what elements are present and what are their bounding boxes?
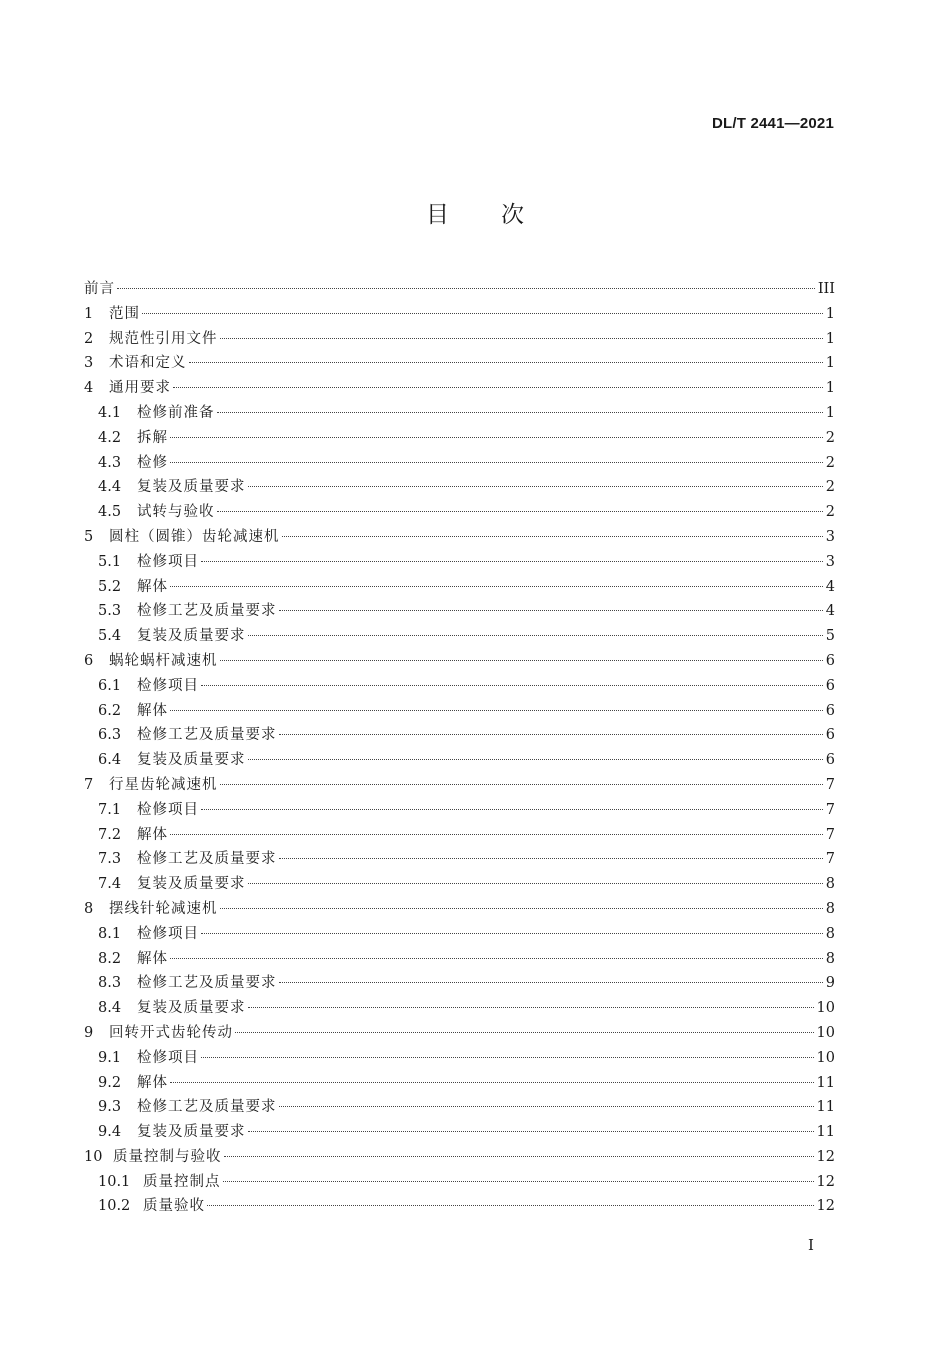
- toc-entry[interactable]: [84, 699, 835, 724]
- toc-entry[interactable]: [84, 401, 835, 426]
- toc-dot-leader: [279, 610, 823, 611]
- toc-entry-page: 9: [825, 975, 835, 992]
- toc-dot-leader: [248, 759, 823, 760]
- toc-entry-label: 解体: [137, 702, 168, 719]
- toc-entry-label: 通用要求: [109, 380, 171, 397]
- toc-dot-leader: [282, 536, 823, 537]
- toc-entry[interactable]: [84, 451, 835, 476]
- toc-entry-number: 2: [84, 330, 94, 347]
- toc-entry-label: 复装及质量要求: [137, 876, 246, 893]
- toc-dot-leader: [248, 1131, 814, 1132]
- toc-entry-page: 7: [825, 776, 835, 793]
- toc-entry-label: 解体: [137, 578, 168, 595]
- toc-dot-leader: [170, 958, 823, 959]
- toc-entry-page: 12: [816, 1173, 835, 1190]
- toc-entry-label: 解体: [137, 1074, 168, 1091]
- toc-entry[interactable]: [84, 1046, 835, 1071]
- toc-entry-label: 拆解: [137, 429, 168, 446]
- toc-entry-page: 12: [816, 1148, 835, 1165]
- page-title-part-1: 目: [426, 202, 449, 228]
- toc-entry[interactable]: [84, 475, 835, 500]
- toc-entry-number: 9: [84, 1024, 94, 1041]
- toc-entry-number: 7.1: [98, 801, 122, 818]
- toc-dot-leader: [220, 338, 823, 339]
- toc-dot-leader: [170, 710, 823, 711]
- toc-entry[interactable]: [84, 922, 835, 947]
- toc-dot-leader: [220, 784, 823, 785]
- toc-dot-leader: [279, 734, 823, 735]
- toc-entry-page: 2: [825, 429, 835, 446]
- toc-entry-label: 检修项目: [137, 677, 199, 694]
- toc-entry-label: 摆线针轮减速机: [109, 900, 218, 917]
- toc-entry-number: 9.1: [98, 1049, 122, 1066]
- toc-entry-page: 11: [816, 1074, 835, 1091]
- toc-entry-label: 检修工艺及质量要求: [137, 1099, 277, 1116]
- toc-entry[interactable]: [84, 302, 835, 327]
- toc-dot-leader: [170, 834, 823, 835]
- toc-entry-label: 圆柱（圆锥）齿轮减速机: [109, 528, 280, 545]
- toc-entry-number: 7.3: [98, 851, 122, 868]
- toc-entry-label: 质量控制点: [143, 1173, 221, 1190]
- toc-dot-leader: [217, 412, 823, 413]
- toc-dot-leader: [248, 486, 823, 487]
- toc-entry-number: 4.2: [98, 429, 122, 446]
- toc-entry-page: 1: [825, 305, 835, 322]
- toc-entry-number: 6.2: [98, 702, 122, 719]
- toc-entry[interactable]: [84, 376, 835, 401]
- toc-entry-number: 8.4: [98, 1000, 122, 1017]
- toc-entry-label: 检修前准备: [137, 404, 215, 421]
- toc-entry[interactable]: [84, 1021, 835, 1046]
- toc-dot-leader: [248, 883, 823, 884]
- toc-entry[interactable]: [84, 1145, 835, 1170]
- toc-dot-leader: [170, 462, 823, 463]
- toc-entry[interactable]: [84, 599, 835, 624]
- toc-entry-label: 解体: [137, 950, 168, 967]
- toc-entry-label: 质量控制与验收: [113, 1148, 222, 1165]
- toc-dot-leader: [224, 1156, 814, 1157]
- toc-entry[interactable]: [84, 1071, 835, 1096]
- toc-entry-number: 8: [84, 900, 94, 917]
- toc-dot-leader: [279, 1106, 814, 1107]
- toc-entry-page: 8: [825, 925, 835, 942]
- toc-dot-leader: [201, 685, 823, 686]
- toc-dot-leader: [173, 387, 823, 388]
- toc-entry[interactable]: [84, 525, 835, 550]
- toc-dot-leader: [170, 1082, 814, 1083]
- toc-entry-page: 1: [825, 404, 835, 421]
- toc-entry-number: 7.2: [98, 826, 122, 843]
- toc-dot-leader: [170, 437, 823, 438]
- toc-dot-leader: [201, 809, 823, 810]
- toc-entry-number: 9.4: [98, 1124, 122, 1141]
- toc-dot-leader: [207, 1205, 814, 1206]
- toc-dot-leader: [220, 908, 823, 909]
- toc-entry-number: 4.5: [98, 504, 122, 521]
- toc-entry-number: 10.2: [98, 1198, 131, 1215]
- toc-entry-label: 复装及质量要求: [137, 752, 246, 769]
- toc-entry[interactable]: [84, 674, 835, 699]
- toc-entry[interactable]: [84, 996, 835, 1021]
- toc-dot-leader: [142, 313, 823, 314]
- toc-entry-label: 范围: [109, 305, 140, 322]
- toc-dot-leader: [279, 982, 823, 983]
- toc-entry[interactable]: [84, 550, 835, 575]
- toc-entry-number: 7.4: [98, 876, 122, 893]
- toc-entry-number: 6: [84, 652, 94, 669]
- toc-entry-number: 5.1: [98, 553, 122, 570]
- toc-entry-page: 7: [825, 851, 835, 868]
- toc-dot-leader: [217, 511, 823, 512]
- toc-entry-page: 8: [825, 900, 835, 917]
- toc-entry[interactable]: [84, 723, 835, 748]
- toc-entry-label: 回转开式齿轮传动: [109, 1024, 233, 1041]
- toc-dot-leader: [117, 288, 815, 289]
- toc-entry-page: 2: [825, 504, 835, 521]
- toc-entry-page: 4: [825, 603, 835, 620]
- toc-entry[interactable]: [84, 327, 835, 352]
- toc-entry-label: 检修工艺及质量要求: [137, 727, 277, 744]
- toc-entry-page: 8: [825, 876, 835, 893]
- toc-entry-page: 7: [825, 826, 835, 843]
- toc-entry-number: 4.4: [98, 479, 122, 496]
- toc-entry-page: 2: [825, 454, 835, 471]
- toc-dot-leader: [235, 1032, 814, 1033]
- toc-entry[interactable]: [84, 897, 835, 922]
- toc-entry-number: 9.3: [98, 1099, 122, 1116]
- toc-entry-page: 11: [816, 1099, 835, 1116]
- toc-entry-page: 5: [825, 628, 835, 645]
- toc-entry-number: 5: [84, 528, 94, 545]
- toc-entry-number: 1: [84, 305, 94, 322]
- toc-entry-label: 规范性引用文件: [109, 330, 218, 347]
- toc-entry-label: 检修项目: [137, 925, 199, 942]
- toc-entry[interactable]: [84, 823, 835, 848]
- toc-dot-leader: [189, 362, 823, 363]
- page-number: I: [808, 1236, 814, 1254]
- toc-dot-leader: [201, 933, 823, 934]
- toc-entry-label: 蜗轮蜗杆减速机: [109, 652, 218, 669]
- toc-entry-number: 4: [84, 380, 94, 397]
- toc-entry-label: 检修项目: [137, 1049, 199, 1066]
- toc-entry-label: 检修项目: [137, 553, 199, 570]
- toc-entry-page: 6: [825, 652, 835, 669]
- toc-entry[interactable]: [84, 649, 835, 674]
- toc-entry-label: 复装及质量要求: [137, 479, 246, 496]
- toc-dot-leader: [248, 635, 823, 636]
- toc-dot-leader: [279, 858, 823, 859]
- toc-entry[interactable]: [84, 798, 835, 823]
- toc-entry-page: 3: [825, 528, 835, 545]
- toc-entry-label: 检修工艺及质量要求: [137, 851, 277, 868]
- toc-entry[interactable]: [84, 351, 835, 376]
- toc-entry[interactable]: [84, 426, 835, 451]
- toc-entry-page: 11: [816, 1124, 835, 1141]
- toc-entry-label: 前言: [84, 281, 115, 297]
- toc-entry-number: 6.3: [98, 727, 122, 744]
- toc-entry-number: 8.1: [98, 925, 122, 942]
- toc-entry-page: 4: [825, 578, 835, 595]
- toc-entry[interactable]: [84, 1120, 835, 1145]
- toc-entry-page: III: [817, 281, 835, 297]
- toc-entry[interactable]: [84, 847, 835, 872]
- toc-entry[interactable]: [84, 1194, 835, 1219]
- toc-entry-label: 检修工艺及质量要求: [137, 603, 277, 620]
- toc-entry-label: 复装及质量要求: [137, 1124, 246, 1141]
- toc-dot-leader: [220, 660, 823, 661]
- toc-entry[interactable]: [84, 575, 835, 600]
- toc-entry-label: 行星齿轮减速机: [109, 776, 218, 793]
- page-title: [0, 196, 950, 229]
- toc-entry-page: 8: [825, 950, 835, 967]
- document-code: DL/T 2441—2021: [711, 115, 834, 132]
- toc-dot-leader: [248, 1007, 814, 1008]
- toc-entry-number: 7: [84, 776, 94, 793]
- toc-entry[interactable]: [84, 624, 835, 649]
- toc-entry[interactable]: [84, 1170, 835, 1195]
- toc-entry[interactable]: [84, 1095, 835, 1120]
- toc-entry-page: 10: [816, 1000, 835, 1017]
- toc-entry-number: 10.1: [98, 1173, 131, 1190]
- toc-entry-label: 术语和定义: [109, 355, 187, 372]
- toc-entry[interactable]: [84, 872, 835, 897]
- toc-entry-number: 8.3: [98, 975, 122, 992]
- toc-entry-number: 5.4: [98, 628, 122, 645]
- toc-entry[interactable]: [84, 277, 835, 302]
- toc-entry-page: 10: [816, 1049, 835, 1066]
- page-title-part-2: 次: [501, 202, 524, 228]
- toc-entry-page: 3: [825, 553, 835, 570]
- toc-entry[interactable]: [84, 500, 835, 525]
- toc-entry-page: 10: [816, 1024, 835, 1041]
- toc-entry-label: 复装及质量要求: [137, 628, 246, 645]
- toc-entry-number: 4.3: [98, 454, 122, 471]
- toc-entry-number: 5.2: [98, 578, 122, 595]
- toc-entry-label: 检修项目: [137, 801, 199, 818]
- toc-entry[interactable]: [84, 947, 835, 972]
- toc-entry-label: 解体: [137, 826, 168, 843]
- toc-entry[interactable]: [84, 773, 835, 798]
- toc-entry-number: 4.1: [98, 404, 122, 421]
- toc-entry-page: 2: [825, 479, 835, 496]
- toc-entry-number: 9.2: [98, 1074, 122, 1091]
- toc-entry-label: 试转与验收: [137, 504, 215, 521]
- toc-entry-page: 12: [816, 1198, 835, 1215]
- toc-entry-label: 质量验收: [143, 1198, 205, 1215]
- toc-entry-page: 7: [825, 801, 835, 818]
- toc-entry-page: 1: [825, 380, 835, 397]
- toc-entry-page: 6: [825, 727, 835, 744]
- table-of-contents: [84, 277, 835, 1219]
- toc-entry-number: 8.2: [98, 950, 122, 967]
- toc-entry-number: 6.4: [98, 752, 122, 769]
- toc-entry-page: 6: [825, 677, 835, 694]
- toc-entry-page: 1: [825, 355, 835, 372]
- toc-entry[interactable]: [84, 748, 835, 773]
- toc-entry-label: 复装及质量要求: [137, 1000, 246, 1017]
- toc-entry[interactable]: [84, 971, 835, 996]
- toc-dot-leader: [223, 1181, 814, 1182]
- toc-entry-label: 检修: [137, 454, 168, 471]
- toc-dot-leader: [201, 561, 823, 562]
- toc-entry-page: 1: [825, 330, 835, 347]
- toc-entry-number: 3: [84, 355, 94, 372]
- toc-entry-page: 6: [825, 752, 835, 769]
- toc-entry-number: 5.3: [98, 603, 122, 620]
- toc-entry-page: 6: [825, 702, 835, 719]
- toc-dot-leader: [170, 586, 823, 587]
- toc-entry-label: 检修工艺及质量要求: [137, 975, 277, 992]
- toc-dot-leader: [201, 1057, 814, 1058]
- toc-entry-number: 6.1: [98, 677, 122, 694]
- toc-entry-number: 10: [84, 1148, 103, 1165]
